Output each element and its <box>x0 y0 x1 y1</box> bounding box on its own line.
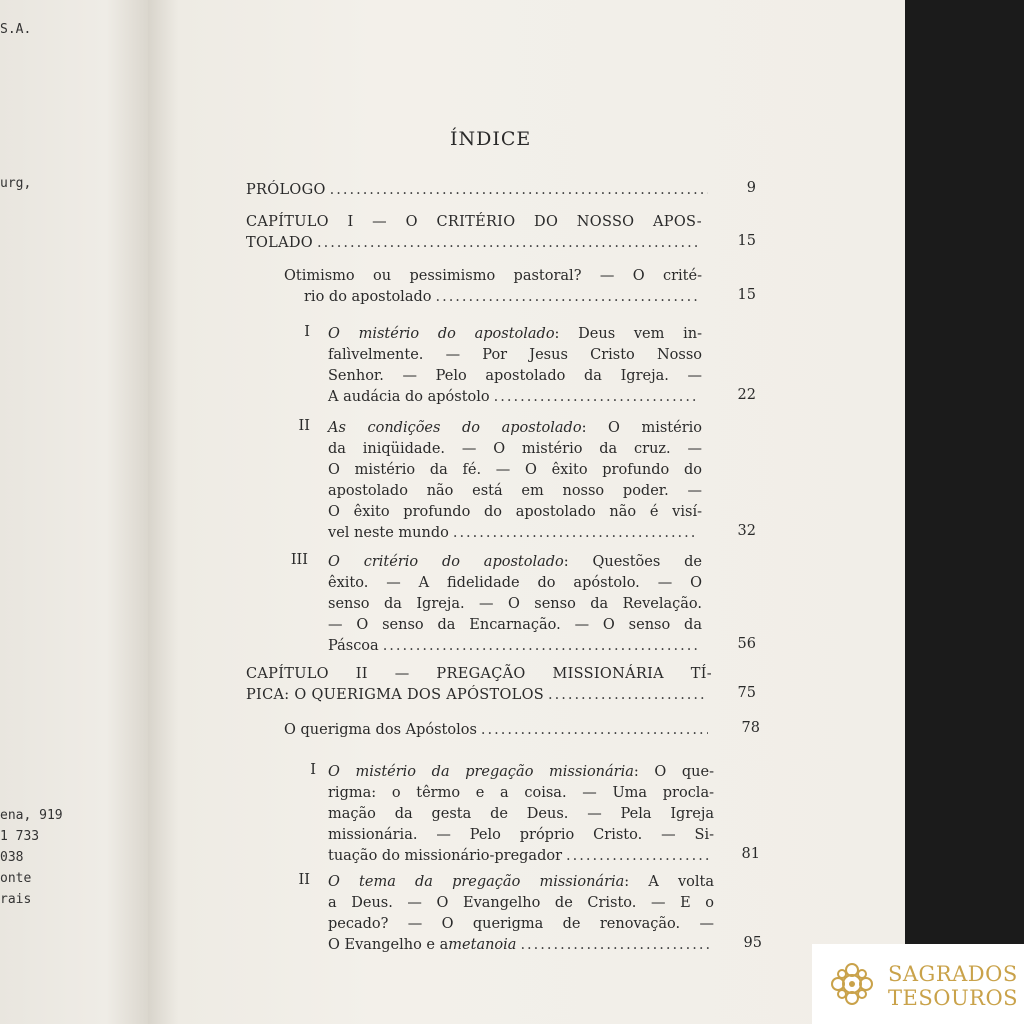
page-number: 15 <box>737 287 756 303</box>
toc-entry-section: O mistério da pregação missionária: O que- rigma: o têrmo e a coisa. — Uma procla- mação da gesta de Deus. — Pela Igreja missionária. — Pelo próprio Cristo. — Si- tuação do missionário-pregador ..... <box>328 762 714 867</box>
toc-entry-section: O tema da pregação missionária: A volta a Deus. — O Evangelho de Cristo. — E o pecado? — O querigma de renovação. — O Evangelho e a metanoia ..... <box>328 872 714 956</box>
left-text: S.A. <box>0 22 32 37</box>
logo-text: TESOUROS <box>888 986 1019 1010</box>
toc-entry-cap2: CAPÍTULO II — PREGAÇÃO MISSIONÁRIA TÍ- PICA: O QUERIGMA DOS APÓSTOLOS ..... <box>246 664 712 706</box>
toc-entry-prologo: PRÓLOGO ..... <box>246 180 712 201</box>
toc-entry-querigma: O querigma dos Apóstolos ..... <box>284 720 712 741</box>
toc-entry-section: As condições do apostolado: O mistério da iniqüidade. — O mistério da cruz. — O mistério da fé. — O êxito profundo do apostolado não está em nosso poder. — O êxito profundo do apostolado não é visí- vel neste mundo ..... <box>328 418 702 544</box>
left-text: ena, 919 <box>0 808 63 823</box>
page-number: 32 <box>737 523 756 539</box>
page-number: 9 <box>746 180 756 196</box>
left-text: urg, <box>0 176 32 191</box>
left-text: rais <box>0 892 32 907</box>
roman-numeral: III <box>290 552 308 568</box>
background-edge <box>905 0 1024 1024</box>
left-page <box>0 0 152 1024</box>
page-number: 22 <box>737 387 756 403</box>
roman-numeral: II <box>298 418 310 434</box>
toc-entry-cap1: CAPÍTULO I — O CRITÉRIO DO NOSSO APOS- TOLADO ..... <box>246 212 702 254</box>
page-number: 81 <box>741 846 760 862</box>
roman-numeral: II <box>298 872 310 888</box>
page-number: 95 <box>743 935 762 951</box>
page-number: 75 <box>737 685 756 701</box>
toc-entry-section: O critério do apostolado: Questões de êxito. — A fidelidade do apóstolo. — O senso da Igreja. — O senso da Revelação. — O senso da Encarnação. — O senso da Páscoa ..... <box>328 552 702 657</box>
page-number: 15 <box>737 233 756 249</box>
left-text: 038 <box>0 850 24 865</box>
page-number: 56 <box>737 636 756 652</box>
left-text: onte <box>0 871 32 886</box>
logo-text: SAGRADOS <box>888 962 1018 986</box>
roman-numeral: I <box>310 762 316 778</box>
left-text: 1 733 <box>0 829 40 844</box>
toc-entry-section: O mistério do apostolado: Deus vem in- falìvelmente. — Por Jesus Cristo Nosso Senhor. — Pelo apostolado da Igreja. — A audácia do apóstolo ..... <box>328 324 702 408</box>
watermark-logo <box>812 944 1024 1024</box>
page-title: ÍNDICE <box>450 128 532 150</box>
roman-numeral: I <box>304 324 310 340</box>
page-number: 78 <box>741 720 760 736</box>
toc-entry-otimismo: Otimismo ou pessimismo pastoral? — O crité- rio do apostolado ..... <box>284 266 702 308</box>
ornament-icon <box>824 956 880 1012</box>
